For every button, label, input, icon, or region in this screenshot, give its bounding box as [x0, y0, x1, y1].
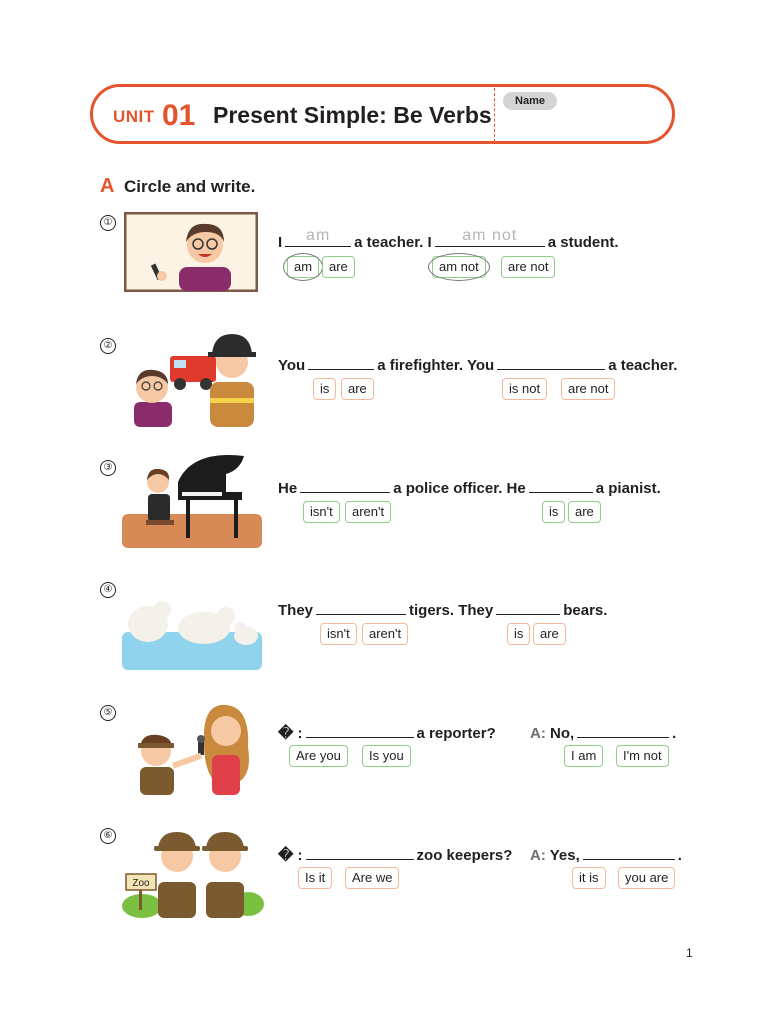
- section-letter: A: [100, 175, 115, 197]
- option-im-not[interactable]: I'm not: [616, 745, 669, 767]
- blank-2b[interactable]: [497, 354, 605, 370]
- header-divider: [494, 88, 495, 142]
- sentence-4-part-a: They: [278, 602, 314, 619]
- sentence-2-part-b: a firefighter. You: [377, 357, 495, 374]
- answer-label: A:: [530, 725, 546, 742]
- sentence-5-question-rest: a reporter?: [416, 725, 496, 742]
- blank-1b[interactable]: [435, 227, 545, 247]
- question-label: � :: [278, 847, 303, 864]
- sentence-2: [278, 354, 677, 374]
- sentence-5-question: [278, 722, 496, 742]
- option-are-you[interactable]: Are you: [289, 745, 348, 767]
- blank-4b[interactable]: [496, 599, 560, 615]
- item-number-5: ⑤: [100, 705, 116, 721]
- sentence-1-part-a: I: [278, 234, 283, 251]
- sentence-4-part-c: bears.: [563, 602, 608, 619]
- option-you-are[interactable]: you are: [618, 867, 675, 889]
- pianist-illustration: [122, 452, 262, 548]
- option-are[interactable]: are: [533, 623, 566, 645]
- sentence-1: [278, 227, 619, 251]
- blank-5a[interactable]: [306, 722, 414, 738]
- option-arent[interactable]: aren't: [345, 501, 391, 523]
- item-number-4: ④: [100, 582, 116, 598]
- option-is-it[interactable]: Is it: [298, 867, 332, 889]
- blank-2a[interactable]: [308, 354, 374, 370]
- page-title: Present Simple: Be Verbs: [213, 102, 492, 128]
- option-i-am[interactable]: I am: [564, 745, 603, 767]
- option-are[interactable]: are: [568, 501, 601, 523]
- item-number-6: ⑥: [100, 828, 116, 844]
- sentence-2-part-c: a teacher.: [608, 357, 678, 374]
- option-is[interactable]: is: [542, 501, 565, 523]
- option-is[interactable]: is: [507, 623, 530, 645]
- firefighter-illustration: [122, 332, 262, 427]
- sentence-6-answer: [530, 844, 682, 864]
- blank-6b[interactable]: [583, 844, 675, 860]
- sentence-3: [278, 477, 661, 497]
- section-title: Circle and write.: [124, 177, 256, 196]
- sentence-6-question-rest: zoo keepers?: [416, 847, 513, 864]
- item-number-3: ③: [100, 460, 116, 476]
- option-isnt[interactable]: isn't: [320, 623, 357, 645]
- name-label: Name: [503, 92, 557, 110]
- blank-1a[interactable]: [285, 227, 351, 247]
- item-number-1: ①: [100, 215, 116, 231]
- sentence-6-question: [278, 844, 512, 864]
- sentence-6-answer-rest: Yes,: [549, 847, 580, 864]
- answer-label: A:: [530, 847, 546, 864]
- option-is-not[interactable]: is not: [502, 378, 547, 400]
- sentence-5-answer-rest: No,: [550, 725, 575, 742]
- sentence-2-part-a: You: [278, 357, 306, 374]
- answer-1b: am not: [462, 227, 518, 244]
- reporter-illustration: [122, 703, 262, 795]
- page-number: 1: [686, 946, 693, 960]
- item-number-2: ②: [100, 338, 116, 354]
- option-is-you[interactable]: Is you: [362, 745, 411, 767]
- blank-3a[interactable]: [300, 477, 390, 493]
- option-isnt[interactable]: isn't: [303, 501, 340, 523]
- option-am[interactable]: am: [287, 256, 319, 278]
- sentence-1-part-c: a student.: [547, 234, 619, 251]
- option-are[interactable]: are: [341, 378, 374, 400]
- sentence-5-answer: [530, 722, 676, 742]
- blank-3b[interactable]: [529, 477, 593, 493]
- option-is[interactable]: is: [313, 378, 336, 400]
- option-are-we[interactable]: Are we: [345, 867, 399, 889]
- sentence-5-end: .: [672, 725, 677, 742]
- blank-4a[interactable]: [316, 599, 406, 615]
- option-am-not[interactable]: am not: [432, 256, 486, 278]
- sentence-6-end: .: [677, 847, 682, 864]
- sentence-3-part-b: a police officer. He: [393, 480, 526, 497]
- sentence-3-part-c: a pianist.: [595, 480, 661, 497]
- blank-5b[interactable]: [577, 722, 669, 738]
- zoo-keepers-illustration: [122, 826, 264, 918]
- sentence-1-part-b: a teacher. I: [354, 234, 432, 251]
- unit-number: 01: [162, 99, 196, 132]
- sentence-4: [278, 599, 607, 619]
- question-label: � :: [278, 725, 303, 742]
- blank-6a[interactable]: [306, 844, 414, 860]
- polar-bears-illustration: [122, 598, 262, 670]
- option-it-is[interactable]: it is: [572, 867, 606, 889]
- zoo-sign-text: Zoo: [132, 878, 150, 889]
- teacher-illustration: [124, 212, 258, 292]
- option-arent[interactable]: aren't: [362, 623, 408, 645]
- sentence-3-part-a: He: [278, 480, 298, 497]
- option-are-not[interactable]: are not: [501, 256, 555, 278]
- option-are[interactable]: are: [322, 256, 355, 278]
- unit-label: UNIT: [113, 107, 155, 126]
- answer-1a: am: [306, 227, 331, 244]
- sentence-4-part-b: tigers. They: [409, 602, 494, 619]
- option-are-not[interactable]: are not: [561, 378, 615, 400]
